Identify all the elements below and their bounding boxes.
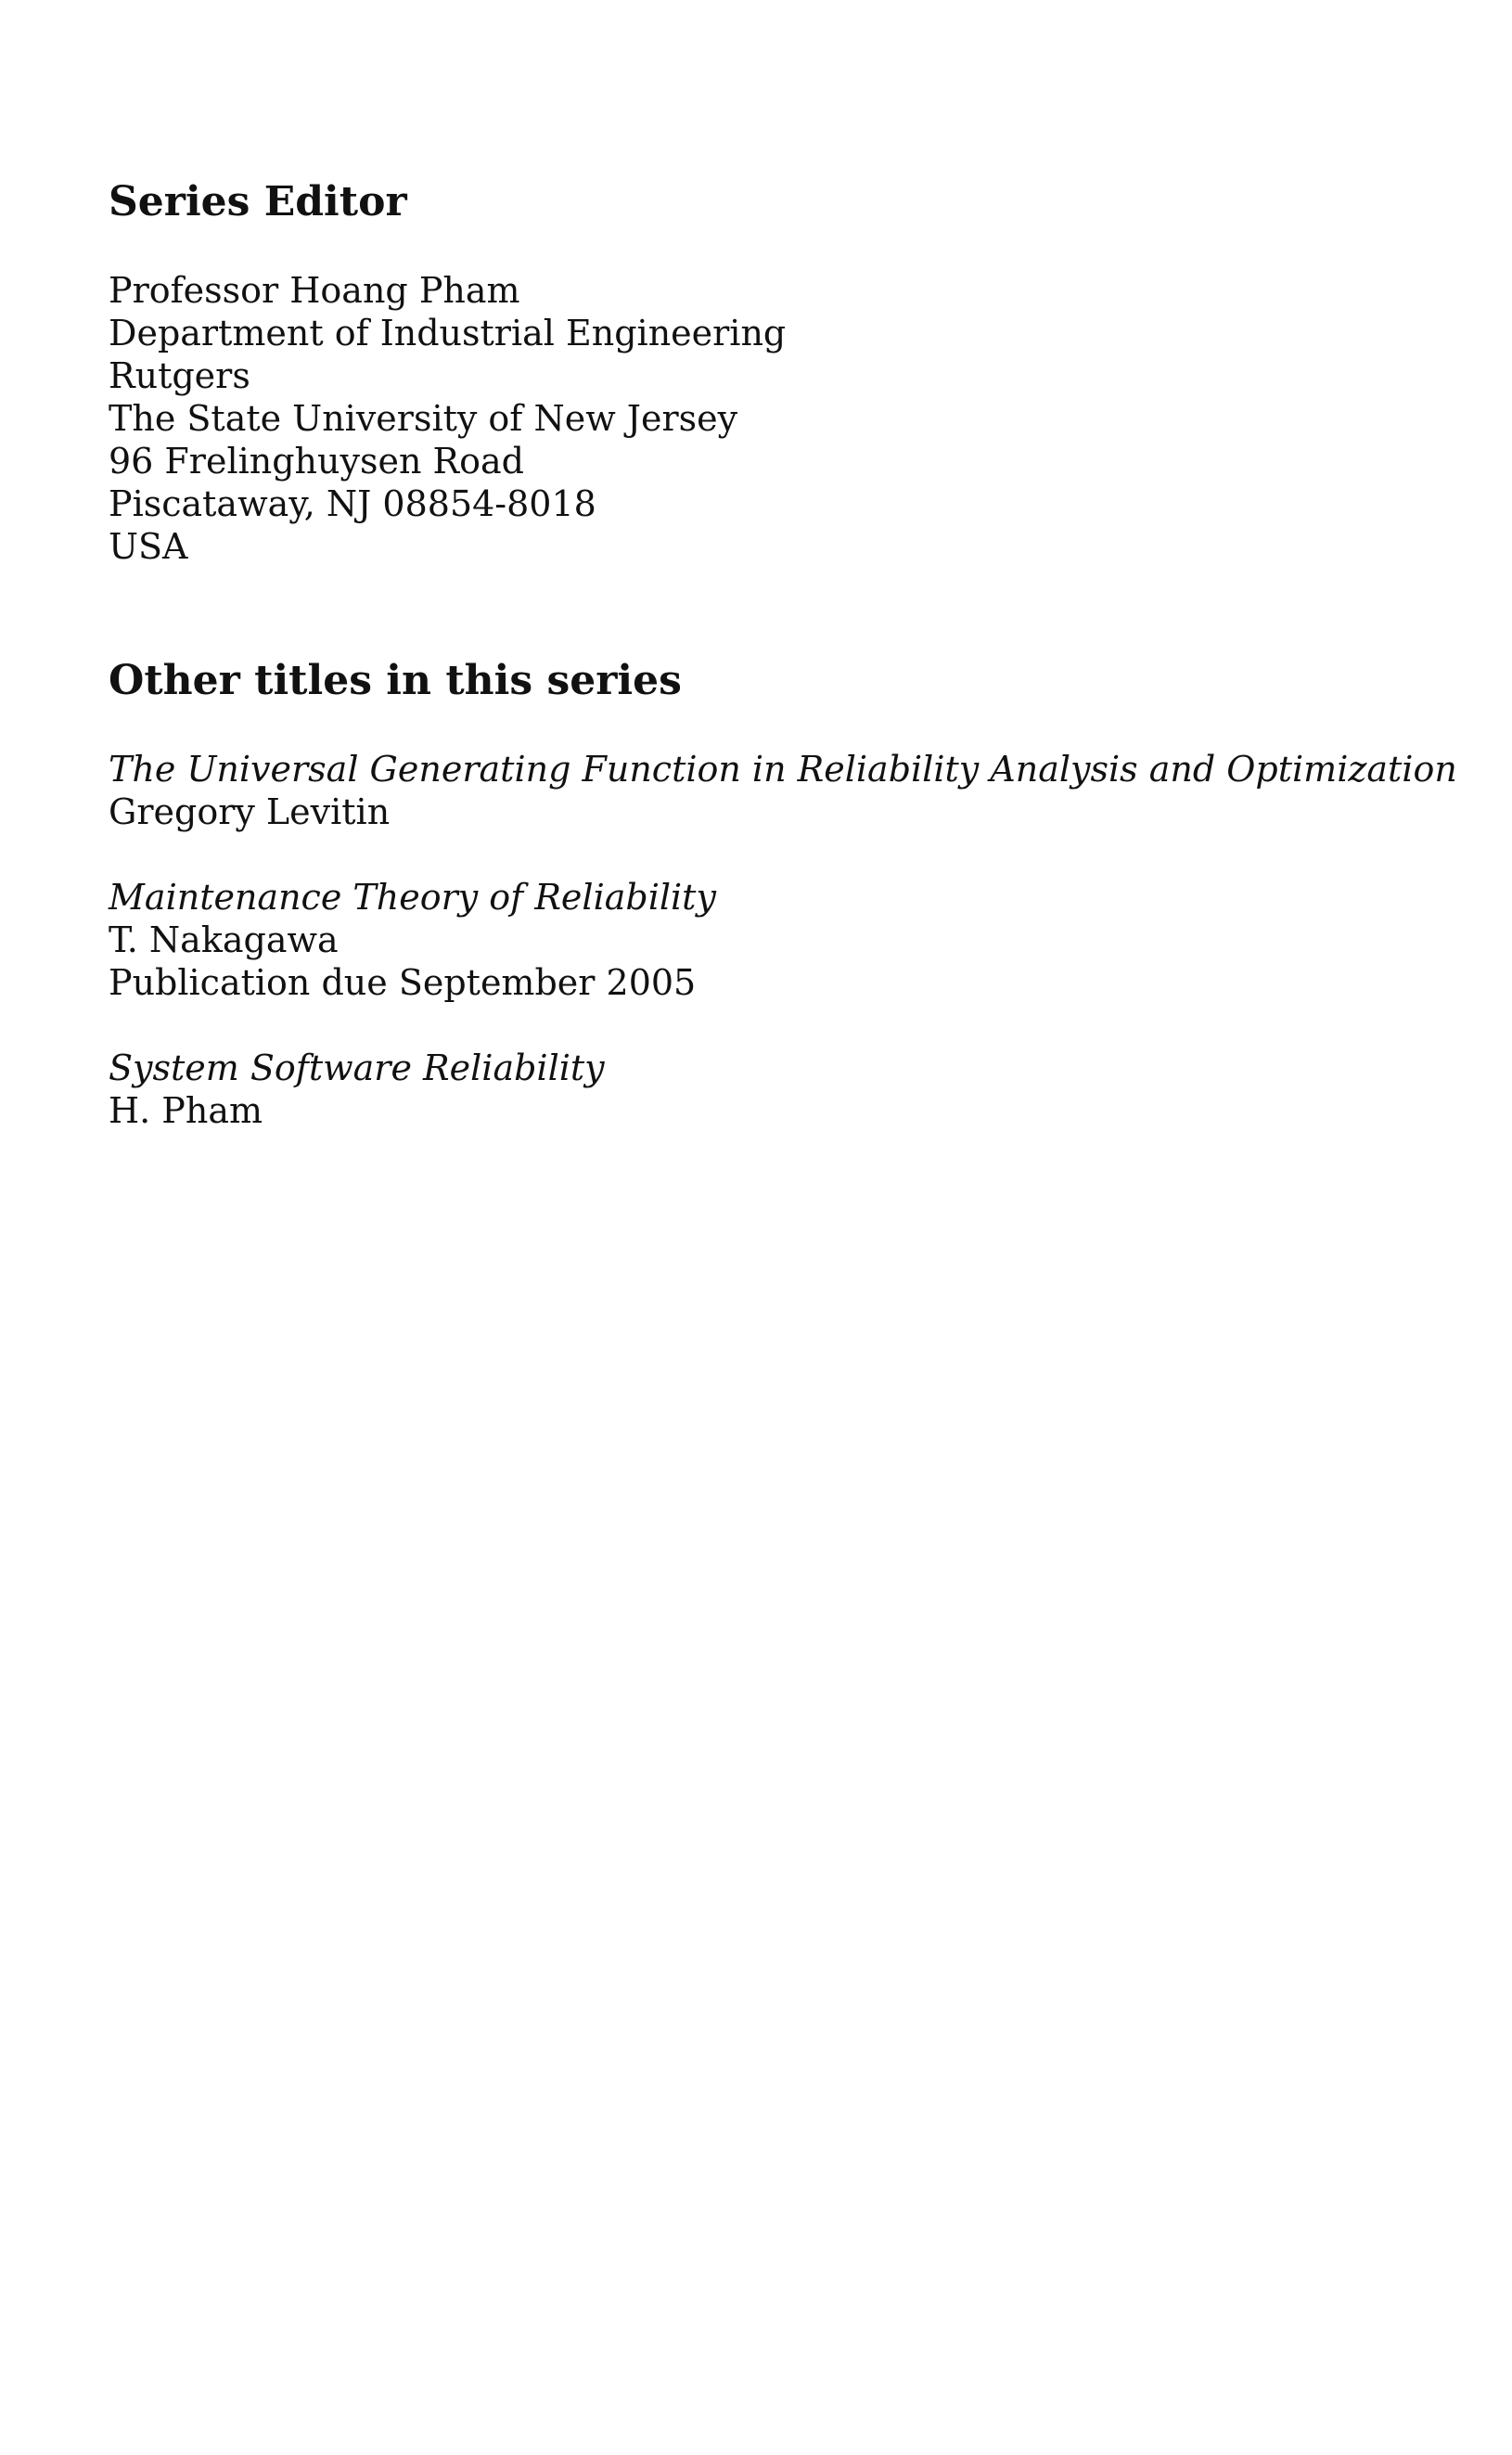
book-title: The Universal Generating Function in Reliability Analysis and Optimization [109,749,1457,790]
book-title: Maintenance Theory of Reliability [109,877,716,918]
title-entry [109,1047,1444,1132]
address-line: Professor Hoang Pham [109,270,520,311]
series-editor-heading: Series Editor [109,178,407,225]
book-author: Gregory Levitin [109,791,391,832]
address-line: The State University of New Jersey [109,398,738,439]
page-content [109,176,1457,1175]
publication-note: Publication due September 2005 [109,962,697,1003]
other-titles-heading: Other titles in this series [109,657,682,704]
title-entry [109,876,1444,1004]
address-line: Rutgers [109,355,250,396]
book-title: System Software Reliability [109,1048,605,1088]
address-line: Piscataway, NJ 08854-8018 [109,483,596,524]
series-editor-address [109,269,1444,568]
address-line: 96 Frelinghuysen Road [109,441,524,482]
book-author: T. Nakagawa [109,919,339,960]
book-author: H. Pham [109,1090,263,1131]
address-line: Department of Industrial Engineering [109,313,787,353]
address-line: USA [109,526,188,567]
title-entry [109,748,1457,833]
other-titles-list [109,748,1457,1132]
